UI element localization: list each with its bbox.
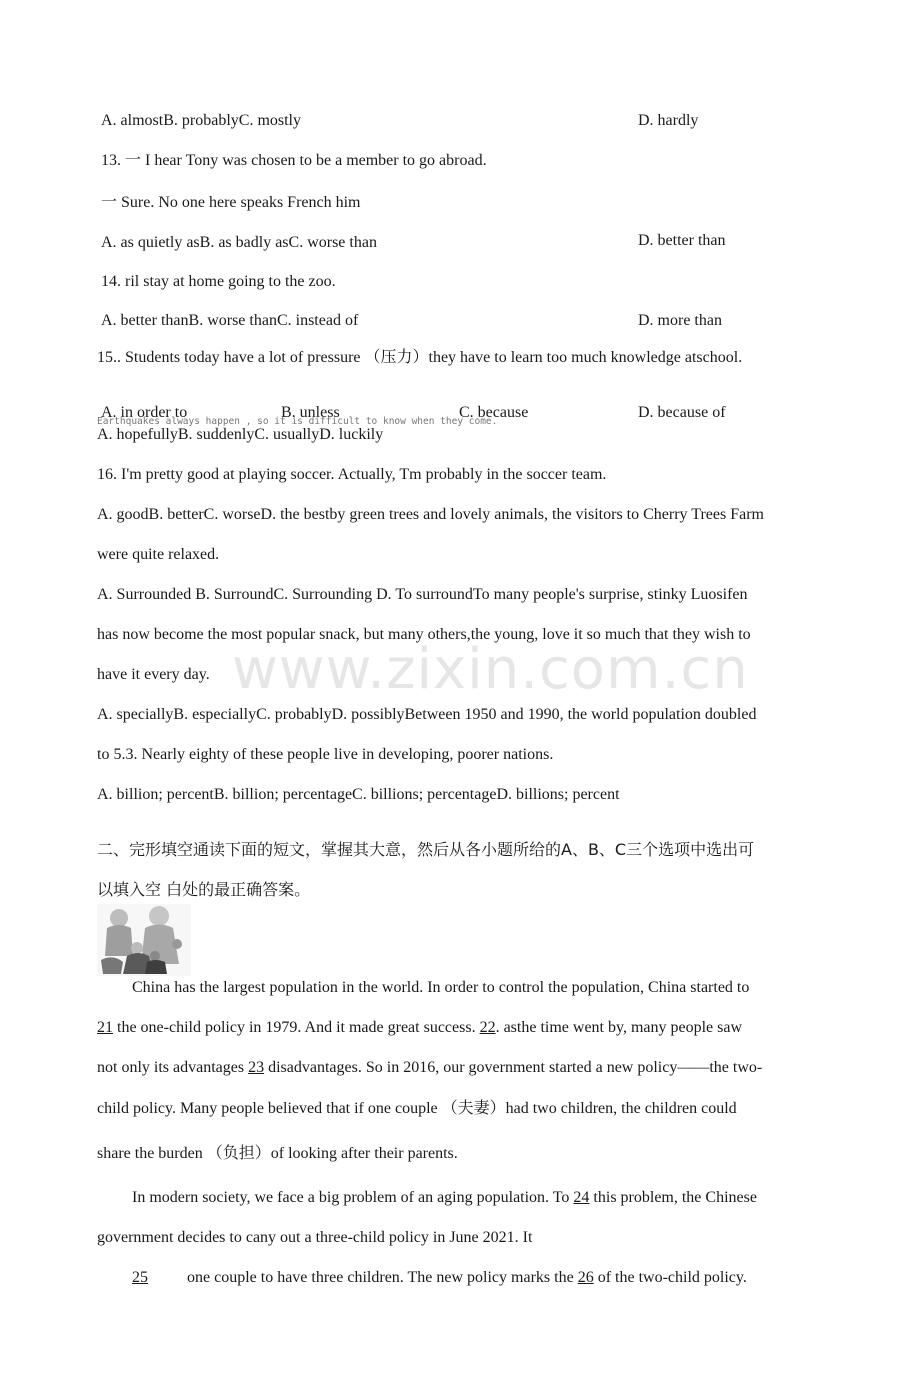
q16-line9: A. billion; percentB. billion; percentageC. billions; percentageD. billions; percent [97, 786, 620, 803]
passage-p1-line2-tail: . asthe time went by, many people saw [495, 1019, 743, 1036]
q16-line3: were quite relaxed. [97, 546, 220, 563]
q15-option-b: B. unless [281, 404, 340, 421]
overlay-question-options: A. hopefullyB. suddenlyC. usuallyD. luckily [97, 426, 384, 443]
q13-options: A. as quietly asB. as badly asC. worse than [101, 234, 377, 251]
passage-p2-line3-tail: of the two-child policy. [593, 1269, 747, 1286]
blank-24: 24 [573, 1189, 590, 1206]
watermark: www.zixin.com.cn [232, 637, 749, 702]
passage-p2-line1-tail: this problem, the Chinese [589, 1189, 757, 1206]
q15-option-c: C. because [459, 404, 529, 421]
q15-option-d: D. because of [638, 404, 726, 421]
passage-p2-line3 [187, 1270, 747, 1286]
passage-p1-line2-text: the one-child policy in 1979. And it made great success. [113, 1019, 480, 1036]
section2-instruction-line1: 二、完形填空通读下面的短文，掌握其大意，然后从各小题所给的A、B、C三个选项中选出可 [97, 840, 755, 859]
blank-26: 26 [577, 1269, 594, 1286]
q13-reply: 一 Sure. No one here speaks French him [101, 194, 361, 211]
blank-22: 22 [479, 1019, 496, 1036]
passage-p2-line1-head: In modern society, we face a big problem of an aging population. To [132, 1189, 574, 1206]
q13-option-d: D. better than [638, 232, 726, 249]
passage-p1-line4: child policy. Many people believed that if one couple （夫妻）had two children, the children could [97, 1100, 737, 1117]
q16-line8: to 5.3. Nearly eighty of these people live in developing, poorer nations. [97, 746, 554, 763]
q16-line5: has now become the most popular snack, but many others,the young, love it so much that they wish to [97, 626, 751, 643]
passage-p1-line3-tail: disadvantages. So in 2016, our government started a new policy——the two- [264, 1059, 763, 1076]
passage-p2-line2: government decides to cany out a three-child policy in June 2021. It [97, 1229, 533, 1246]
blank-23: 23 [248, 1059, 265, 1076]
overlay-question-text: Earthquakes always happen , so it is difficult to know when they come. [97, 416, 498, 427]
family-illustration [97, 904, 191, 976]
passage-p1-line5: share the burden （负担）of looking after their parents. [97, 1145, 458, 1162]
passage-p1-line2 [97, 1020, 742, 1036]
blank-21: 21 [97, 1019, 113, 1036]
q16-line6: have it every day. [97, 666, 210, 683]
q15-option-a: A. in order to [101, 404, 188, 421]
q16-line7: A. speciallyB. especiallyC. probablyD. possiblyBetween 1950 and 1990, the world population doubled [97, 706, 757, 723]
q16-line2: A. goodB. betterC. worseD. the bestby green trees and lovely animals, the visitors to Cherry Trees Farm [97, 506, 764, 523]
q12-option-d: D. hardly [638, 112, 699, 129]
q13-stem: 13. 一 I hear Tony was chosen to be a member to go abroad. [101, 152, 487, 169]
section2-instruction-line2: 以填入空 白处的最正确答案。 [97, 880, 311, 899]
q14-options: A. better thanB. worse thanC. instead of [101, 312, 359, 329]
q16-line4: A. Surrounded B. SurroundC. Surrounding D. To surroundTo many people's surprise, stinky Luosifen [97, 586, 748, 603]
blank-25: 25 [132, 1269, 148, 1286]
q12-options: A. almostB. probablyC. mostly [101, 112, 301, 129]
q14-stem: 14. ril stay at home going to the zoo. [101, 273, 336, 290]
q16-stem: 16. I'm pretty good at playing soccer. Actually, Tm probably in the soccer team. [97, 466, 607, 483]
passage-p1-line1: China has the largest population in the world. In order to control the population, China started to [132, 979, 750, 996]
passage-p2-line1 [132, 1190, 757, 1206]
passage-p1-line3-head: not only its advantages [97, 1059, 249, 1076]
passage-p2-line3-head: one couple to have three children. The new policy marks the [187, 1269, 578, 1286]
q14-option-d: D. more than [638, 312, 722, 329]
passage-p1-line3 [97, 1060, 762, 1076]
q15-stem: 15.. Students today have a lot of pressure （压力）they have to learn too much knowledge atschool. [97, 349, 743, 366]
